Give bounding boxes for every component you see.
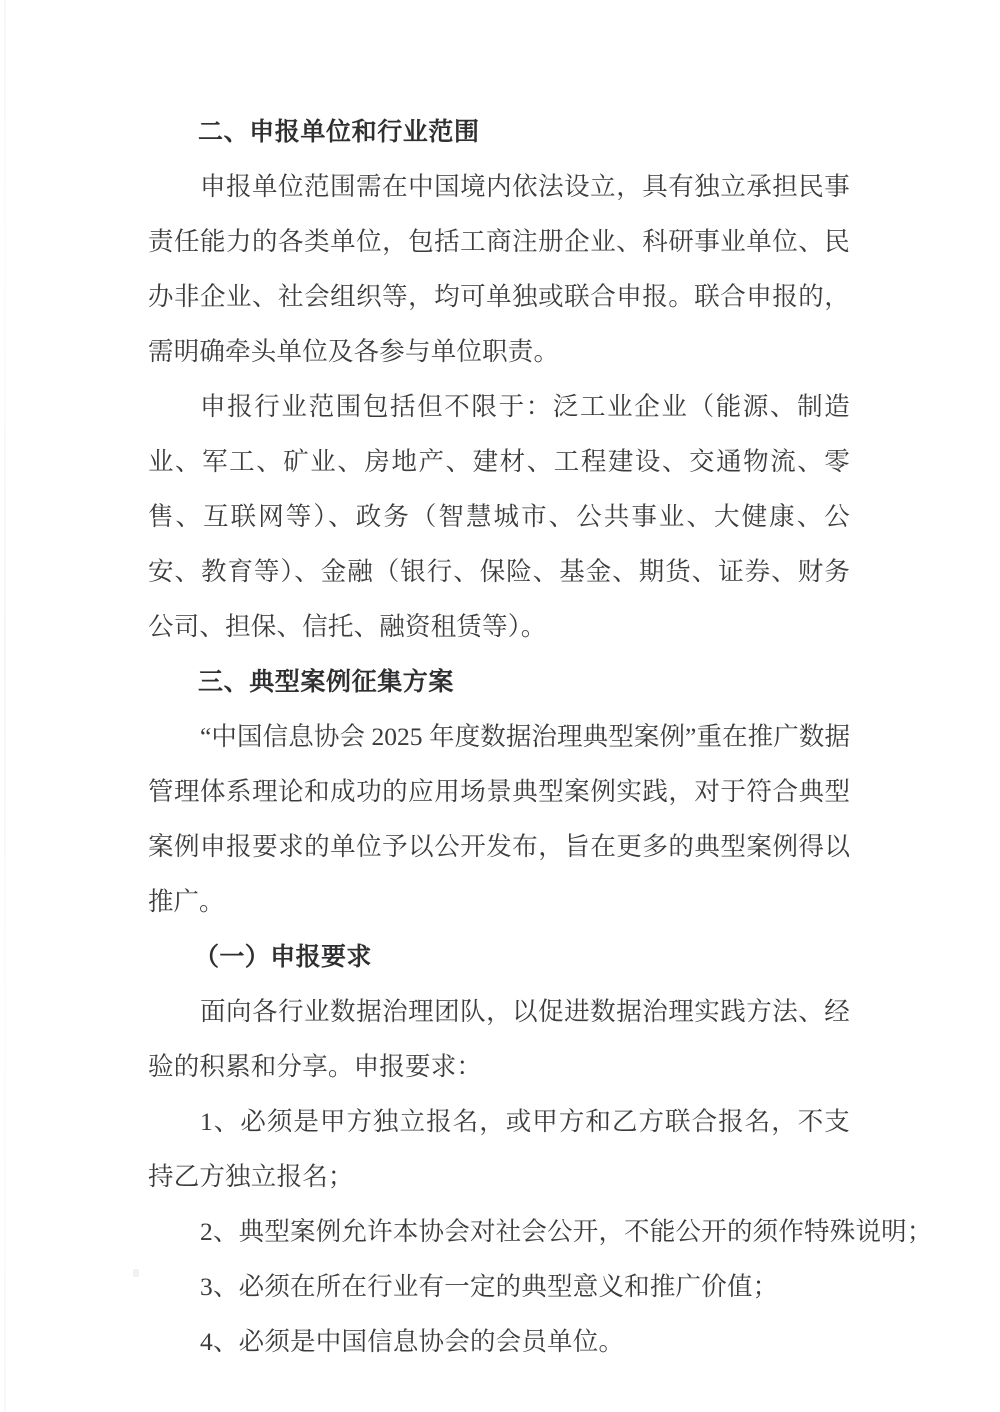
paragraph-requirements-intro: 面向各行业数据治理团队，以促进数据治理实践方法、经验的积累和分享。申报要求： (148, 997, 850, 1081)
scan-speck-artifact (133, 1269, 139, 1277)
scan-streak-artifact (4, 0, 6, 1412)
paragraph-declaring-units-scope: 申报单位范围需在中国境内依法设立，具有独立承担民事责任能力的各类单位，包括工商注册企业、科研事业单位、民办非企业、社会组织等，均可单独或联合申报。联合申报的，需明确牵头单位及各参与单位职责。 (148, 172, 850, 366)
paragraph-case-collection-plan: “中国信息协会 2025 年度数据治理典型案例”重在推广数据管理体系理论和成功的应用场景典型案例实践，对于符合典型案例申报要求的单位予以公开发布，旨在更多的典型案例得以推广。 (148, 722, 850, 916)
paragraph-industry-scope: 申报行业范围包括但不限于：泛工业企业（能源、制造业、军工、矿业、房地产、建材、工程建设、交通物流、零售、互联网等）、政务（智慧城市、公共事业、大健康、公安、教育等）、金融（银行、保险、基金、期货、证券、财务公司、担保、信托、融资租赁等）。 (148, 392, 850, 641)
requirement-item-1: 1、必须是甲方独立报名，或甲方和乙方联合报名，不支持乙方独立报名； (148, 1107, 850, 1191)
requirement-item-4: 4、必须是中国信息协会的会员单位。 (200, 1327, 625, 1356)
section-heading-two: 二、申报单位和行业范围 (198, 117, 480, 146)
subsection-heading-one: （一）申报要求 (194, 942, 372, 971)
requirement-item-3: 3、必须在所在行业有一定的典型意义和推广价值； (200, 1272, 779, 1301)
section-heading-three: 三、典型案例征集方案 (198, 667, 455, 696)
requirement-item-2: 2、典型案例允许本协会对社会公开，不能公开的须作特殊说明； (200, 1217, 933, 1246)
document-text-body (148, 104, 933, 1369)
